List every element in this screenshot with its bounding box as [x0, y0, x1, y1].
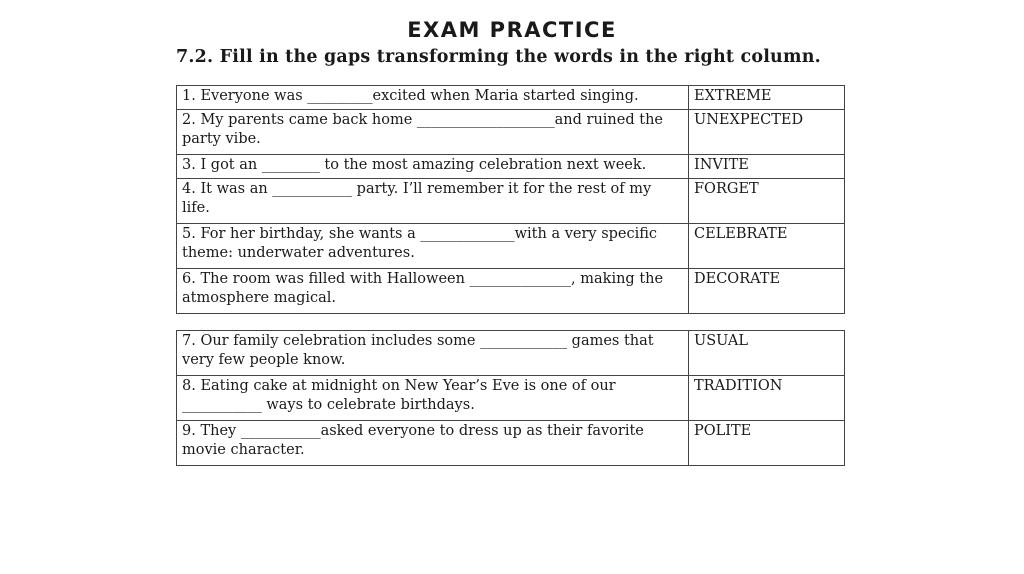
- word-cell: TRADITION: [689, 376, 845, 421]
- table-row: [177, 179, 845, 224]
- table-row: [177, 110, 845, 155]
- exercise-table-2: [176, 330, 845, 466]
- word-cell: FORGET: [689, 179, 845, 224]
- sentence-cell: 3. I got an ________ to the most amazing celebration next week.: [177, 155, 689, 179]
- word-cell: INVITE: [689, 155, 845, 179]
- sentence-cell: 6. The room was filled with Halloween ______________, making the atmosphere magical.: [177, 269, 689, 314]
- page-title: EXAM PRACTICE: [407, 18, 617, 42]
- sentence-cell: 5. For her birthday, she wants a _____________with a very specific theme: underwater adventures.: [177, 224, 689, 269]
- word-cell: EXTREME: [689, 86, 845, 110]
- sentence-cell: 9. They ___________asked everyone to dress up as their favorite movie character.: [177, 421, 689, 466]
- table-row: [177, 155, 845, 179]
- sentence-cell: 2. My parents came back home ___________________and ruined the party vibe.: [177, 110, 689, 155]
- table-row: [177, 224, 845, 269]
- word-cell: CELEBRATE: [689, 224, 845, 269]
- word-cell: DECORATE: [689, 269, 845, 314]
- sentence-cell: 4. It was an ___________ party. I’ll remember it for the rest of my life.: [177, 179, 689, 224]
- table-row: [177, 376, 845, 421]
- word-cell: POLITE: [689, 421, 845, 466]
- sentence-cell: 1. Everyone was _________excited when Maria started singing.: [177, 86, 689, 110]
- exercise-table-1: [176, 85, 845, 314]
- word-cell: UNEXPECTED: [689, 110, 845, 155]
- table-row: [177, 421, 845, 466]
- sentence-cell: 8. Eating cake at midnight on New Year’s Eve is one of our ___________ ways to celebrate birthdays.: [177, 376, 689, 421]
- table-row: [177, 269, 845, 314]
- table-row: [177, 86, 845, 110]
- exercise-instruction: 7.2. Fill in the gaps transforming the words in the right column.: [176, 47, 821, 67]
- sentence-cell: 7. Our family celebration includes some ____________ games that very few people know.: [177, 331, 689, 376]
- word-cell: USUAL: [689, 331, 845, 376]
- table-row: [177, 331, 845, 376]
